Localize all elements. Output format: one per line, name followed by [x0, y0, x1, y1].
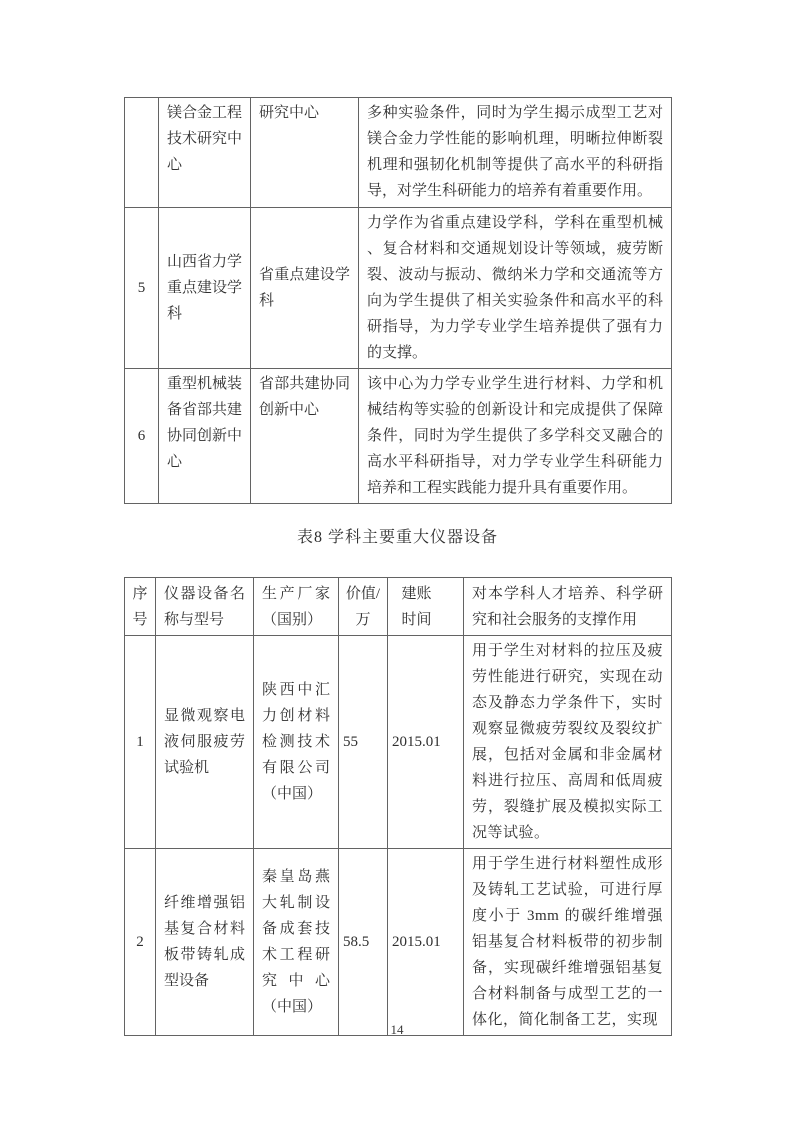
cell-value: 58.5 — [339, 849, 388, 1036]
equipment-table — [124, 577, 672, 1036]
header-support: 对本学科人才培养、科学研究和社会服务的支撑作用 — [464, 578, 672, 636]
cell-support-text: 力学作为省重点建设学科，学科在重型机械、复合材料和交通规划设计等领域，疲劳断裂、波动与振动、微纳米力学和交通流等方向为学生提供了相关实验条件和高水平的科研指导，为力学专业学生培养提供了强有力的支撑。 — [359, 208, 672, 369]
page-content — [124, 97, 671, 1036]
cell-seq: 6 — [125, 369, 159, 504]
header-equipment-name: 仪器设备名称与型号 — [156, 578, 254, 636]
table-header-row — [125, 578, 672, 636]
header-date: 建账时间 — [388, 578, 464, 636]
cell-equipment-name: 纤维增强铝基复合材料板带铸轧成型设备 — [156, 849, 254, 1036]
cell-equipment-name: 显微观察电液伺服疲劳试验机 — [156, 636, 254, 849]
cell-seq — [125, 98, 159, 208]
table-row — [125, 208, 672, 369]
cell-date: 2015.01 — [388, 636, 464, 849]
cell-platform-type: 省重点建设学科 — [251, 208, 359, 369]
platform-table — [124, 97, 672, 504]
cell-platform-name: 重型机械装备省部共建协同创新中心 — [159, 369, 251, 504]
cell-platform-type: 省部共建协同创新中心 — [251, 369, 359, 504]
cell-manufacturer: 陕西中汇力创材料检测技术有限公司（中国） — [254, 636, 339, 849]
cell-date: 2015.01 — [388, 849, 464, 1036]
cell-seq: 5 — [125, 208, 159, 369]
header-seq: 序号 — [125, 578, 156, 636]
table-row — [125, 849, 672, 1036]
cell-manufacturer: 秦皇岛燕大轧制设备成套技术工程研究中心（中国） — [254, 849, 339, 1036]
table-row — [125, 98, 672, 208]
cell-support-text: 多种实验条件，同时为学生揭示成型工艺对镁合金力学性能的影响机理，明晰拉伸断裂机理和强韧化机制等提供了高水平的科研指导，对学生科研能力的培养有着重要作用。 — [359, 98, 672, 208]
cell-support-text: 用于学生对材料的拉压及疲劳性能进行研究，实现在动态及静态力学条件下，实时观察显微疲劳裂纹及裂纹扩展，包括对金属和非金属材料进行拉压、高周和低周疲劳，裂缝扩展及模拟实际工况等试验。 — [464, 636, 672, 849]
cell-platform-name: 山西省力学重点建设学科 — [159, 208, 251, 369]
cell-support-text: 该中心为力学专业学生进行材料、力学和机械结构等实验的创新设计和完成提供了保障条件，同时为学生提供了多学科交叉融合的高水平科研指导，对力学专业学生科研能力培养和工程实践能力提升具有重要作用。 — [359, 369, 672, 504]
header-value: 价值/万 — [339, 578, 388, 636]
cell-platform-name: 镁合金工程技术研究中心 — [159, 98, 251, 208]
cell-seq: 1 — [125, 636, 156, 849]
table8-title: 表8 学科主要重大仪器设备 — [296, 529, 498, 546]
cell-value: 55 — [339, 636, 388, 849]
cell-seq: 2 — [125, 849, 156, 1036]
header-manufacturer: 生产厂家（国别） — [254, 578, 339, 636]
cell-support-text: 用于学生进行材料塑性成形及铸轧工艺试验，可进行厚度小于 3mm 的碳纤维增强铝基复合材料板带的初步制备，实现碳纤维增强铝基复合材料制备与成型工艺的一体化，简化制备工艺，实现 — [464, 849, 672, 1036]
cell-platform-type: 研究中心 — [251, 98, 359, 208]
table-row — [125, 636, 672, 849]
page-number: 14 — [390, 1022, 404, 1037]
table-row — [125, 369, 672, 504]
